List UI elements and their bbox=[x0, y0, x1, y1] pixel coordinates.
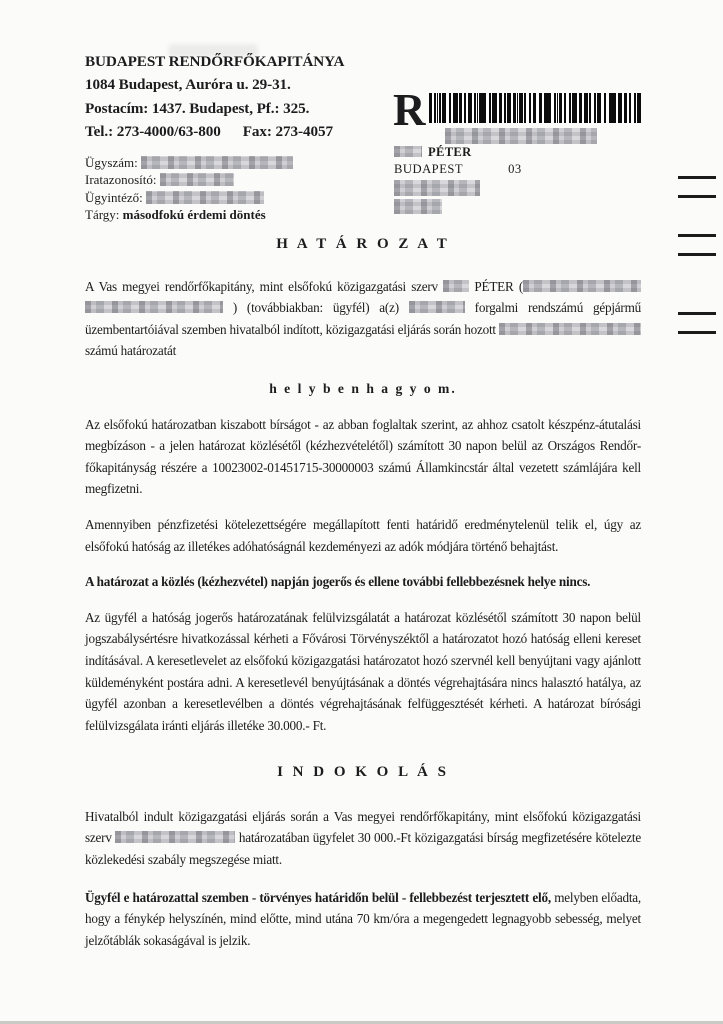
paragraph-payment: Az elsőfokú határozatban kiszabott bírságot - az abban foglaltak szerint, az ahhoz csatolt készpénz-átutalási megbízáson - a jelen határozat közlésétől (kézhezvételétől) számított 30 napon belül az Országos Rendőr- főkapitányság részére a 10023002-01451715-30000003 számú Államkincstár által vezetett számlájára kell megfizetni. bbox=[85, 416, 641, 497]
paragraph-reasoning-2: Ügyfél e határozattal szemben - törvényes határidőn belül - fellebbezést terjesztett elő, melyben előadta, hogy a fénykép helyszínén, mind előtte, mind utána 70 km/óra a megengedett legnagyobb sebesség, melyet jelzőtáblák sokaságával is jelzik. bbox=[85, 889, 641, 948]
paragraph-reasoning-1: Hivatalból indult közigazgatási eljárás során a Vas megyei rendőrfőkapitány, mint elsőfokú közigazgatási szerv határozatában ügyfelet 30 000.-Ft közigazgatási bírság megfizetésére kötelezte közlekedési szabály megszegése miatt. bbox=[85, 808, 641, 868]
paragraph-intro: A Vas megyei rendőrfőkapitány, mint elsőfokú közigazgatási szerv PÉTER ( ) (továbbiakban: ügyfél) a(z) forgalmi rendszámú gépjármű üzembentartóiával szemben hivatalból indított, közigazgatási eljárás során hozott számú határozatát bbox=[85, 278, 642, 359]
fold-mark bbox=[678, 312, 716, 315]
case-meta bbox=[85, 154, 293, 224]
subject-value: másodfokú érdemi döntés bbox=[122, 207, 266, 223]
letterhead-telfax bbox=[85, 120, 344, 143]
clerk-row bbox=[85, 189, 293, 206]
redacted-text bbox=[394, 180, 480, 196]
redacted-text bbox=[146, 191, 264, 204]
fold-mark bbox=[678, 195, 716, 198]
letterhead-postal: Postacím: 1437. Budapest, Pf.: 325. bbox=[85, 99, 310, 117]
registered-mail-block bbox=[393, 85, 658, 222]
redacted-text bbox=[394, 199, 442, 214]
redacted-text bbox=[115, 831, 235, 843]
fold-mark bbox=[678, 331, 716, 334]
barcode bbox=[429, 93, 641, 123]
letterhead-address: 1084 Budapest, Auróra u. 29-31. bbox=[85, 76, 291, 94]
letterhead-fax: Fax: 273-4057 bbox=[242, 123, 333, 141]
paragraph-judicial-review: Az ügyfél a hatóság jogerős határozatának felülvizsgálatát a határozat közlésétől számított 30 napon belül jogszabálysértésre hivatkozással kérheti a Fővárosi Törvényszéktől a határozatot hozó hatóság elleni kereset indításával. A keresetlevelet az elsőfokú közigazgatási határozatot hozó szervnél kell benyújtani vagy ajánlott küldeményként postára adni. A keresetlevél benyújtásának a döntés végrehajtására nincs halasztó hatálya, az ügyfél azonban a keresetlevélben a döntés végrehajtásának felfüggesztését kérheti. A határozat bírósági felülvizsgálata iránti eljárás illetéke 30.000.- Ft. bbox=[85, 609, 641, 733]
clerk-label: Ügyintéző: bbox=[85, 189, 143, 205]
recipient-name-line bbox=[394, 145, 472, 160]
letterhead-org: BUDAPEST RENDŐRFŐKAPITÁNYA bbox=[85, 53, 345, 70]
document-title: H A T Á R O Z A T bbox=[276, 236, 450, 252]
fold-mark bbox=[678, 253, 716, 256]
subject-row bbox=[85, 206, 293, 223]
case-number-label: Ügyszám: bbox=[85, 155, 138, 170]
letterhead bbox=[85, 50, 344, 144]
recipient-name: PÉTER bbox=[428, 145, 472, 159]
reasoning-title: I N D O K O L Á S bbox=[277, 764, 449, 781]
redacted-text bbox=[523, 280, 641, 292]
document-body bbox=[85, 234, 641, 951]
redacted-text bbox=[409, 301, 465, 313]
redacted-text bbox=[85, 301, 223, 313]
letterhead-tel: Tel.: 273-4000/63-800 bbox=[85, 123, 221, 141]
recipient-city-line bbox=[394, 162, 522, 177]
redacted-text bbox=[499, 323, 641, 335]
redacted-text bbox=[160, 173, 234, 186]
redacted-text bbox=[443, 280, 469, 292]
recipient-district-code: 03 bbox=[508, 162, 522, 176]
paragraph-finality: A határozat a közlés (kézhezvétel) napján jogerős és ellene további fellebbezésnek helye nincs. bbox=[85, 574, 591, 590]
ruling-word: h e l y b e n h a g y o m. bbox=[269, 380, 457, 396]
redacted-text bbox=[445, 128, 597, 144]
document-id-label: Iratazonosító: bbox=[85, 172, 157, 188]
fold-mark bbox=[678, 176, 716, 179]
registered-mail-row bbox=[393, 85, 641, 135]
paragraph-enforcement: Amennyiben pénzfizetési kötelezettségére megállapított fenti határidő eredménytelenül telik el, úgy az elsőfokú hatóság az illetékes adóhatóságnál kezdeményezi az adók módjára történő behajtást. bbox=[85, 516, 641, 554]
redacted-text bbox=[394, 146, 422, 157]
document-id-row bbox=[85, 171, 293, 188]
registered-mail-r-mark: R bbox=[393, 85, 425, 135]
recipient-city: BUDAPEST bbox=[394, 162, 464, 176]
redacted-text bbox=[141, 156, 293, 169]
fold-mark bbox=[678, 234, 716, 237]
case-number-row bbox=[85, 154, 293, 171]
subject-label: Tárgy: bbox=[85, 207, 120, 223]
